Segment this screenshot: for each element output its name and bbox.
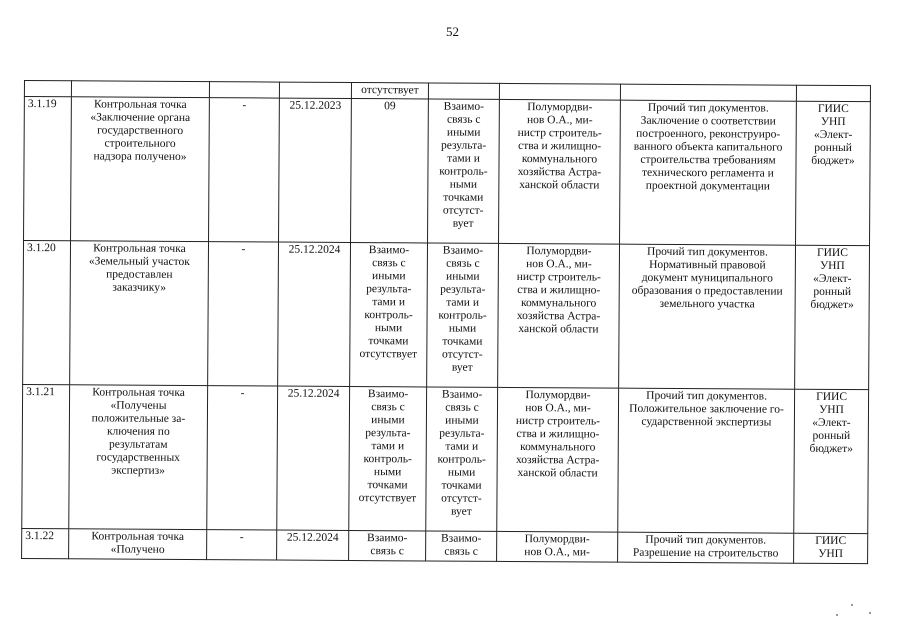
system-cell: ГИИС УНП «Элект- ронный бюджет» bbox=[810, 246, 854, 312]
date-cell: 25.12.2024 bbox=[286, 531, 339, 544]
responsible-cell: Полумордви- нов О.А., ми- нистр строитель- ства и жилищно- коммунального хозяйства Астра- ханской области bbox=[516, 245, 601, 336]
continuation-cell bbox=[503, 85, 617, 86]
table-row bbox=[24, 97, 871, 246]
document-cell: Прочий тип документов. Положительное заключение го- сударственной экспертизы bbox=[629, 389, 784, 429]
document-cell: Прочий тип документов. Заключение о соответствии построенного, реконструиро- ванного объекта капитального строительства требованиям технического регламента и проектной документации bbox=[633, 101, 783, 193]
scan-speck bbox=[869, 612, 871, 614]
dash-cell: - bbox=[242, 99, 247, 112]
control-points-table bbox=[21, 80, 871, 564]
dash-cell: - bbox=[240, 387, 245, 400]
item-number: 3.1.19 bbox=[27, 98, 57, 111]
dash-cell: - bbox=[239, 531, 244, 544]
system-cell: ГИИС УНП bbox=[815, 534, 847, 561]
link-cell: Взаимо- связь с bbox=[440, 532, 482, 558]
table-row bbox=[22, 384, 869, 533]
system-cell: ГИИС УНП «Элект- ронный бюджет» bbox=[811, 102, 855, 168]
document-cell: Прочий тип документов. Разрешение на строительство bbox=[632, 533, 779, 560]
control-point-name: Контрольная точка «Получены положительные за- ключения по результатам государственных экспертиз» bbox=[91, 386, 186, 477]
link-cell: Взаимо- связь с иными результа- тами и контроль- ными точками отсутст- вует bbox=[438, 244, 487, 374]
page-number: 52 bbox=[446, 24, 459, 39]
date-cell: 25.12.2024 bbox=[288, 243, 341, 256]
link-cell: Взаимо- связь с иными результа- тами и контроль- ными точками отсутст- вует bbox=[437, 388, 486, 518]
link-cell: Взаимо- связь с иными результа- тами и контроль- ными точками отсутствует bbox=[358, 388, 417, 505]
dash-cell: - bbox=[241, 243, 246, 256]
control-point-name: Контрольная точка «Земельный участок предоставлен заказчику» bbox=[88, 242, 190, 294]
table-row bbox=[22, 528, 868, 563]
control-point-name: Контрольная точка «Заключение органа государственного строительного надзора получено» bbox=[90, 98, 191, 163]
scan-speck bbox=[851, 604, 853, 606]
continuation-cell bbox=[75, 82, 206, 83]
item-number: 3.1.22 bbox=[25, 530, 55, 543]
scan-speck bbox=[836, 614, 838, 616]
link-cell: Взаимо- связь с иными результа- тами и контроль- ными точками отсутст- вует bbox=[439, 100, 488, 230]
item-number: 3.1.20 bbox=[26, 242, 56, 255]
table-row bbox=[23, 241, 870, 390]
system-cell: ГИИС УНП «Элект- ронный бюджет» bbox=[809, 390, 853, 456]
link-cell: 09 bbox=[384, 100, 396, 113]
responsible-cell: Полумордви- нов О.А., ми- bbox=[524, 533, 590, 559]
link-cell: Взаимо- связь с bbox=[366, 532, 408, 558]
date-cell: 25.12.2024 bbox=[287, 387, 340, 400]
continuation-cell bbox=[624, 86, 793, 87]
responsible-cell: Полумордви- нов О.А., ми- нистр строитель- ства и жилищно- коммунального хозяйства Астра- ханской области bbox=[515, 389, 600, 480]
item-number: 3.1.21 bbox=[26, 386, 55, 399]
document-cell: Прочий тип документов. Нормативный правовой документ муниципального образования о предоставлении земельного участка bbox=[631, 245, 783, 311]
control-point-name: Контрольная точка «Получено bbox=[91, 530, 185, 556]
responsible-cell: Полумордви- нов О.А., ми- нистр строитель- ства и жилищно- коммунального хозяйства Астра- ханской области bbox=[517, 101, 602, 192]
continuation-cell: отсутствует bbox=[361, 84, 419, 97]
date-cell: 25.12.2023 bbox=[289, 99, 342, 112]
link-cell: Взаимо- связь с иными результа- тами и контроль- ными точками отсутствует bbox=[359, 244, 418, 361]
